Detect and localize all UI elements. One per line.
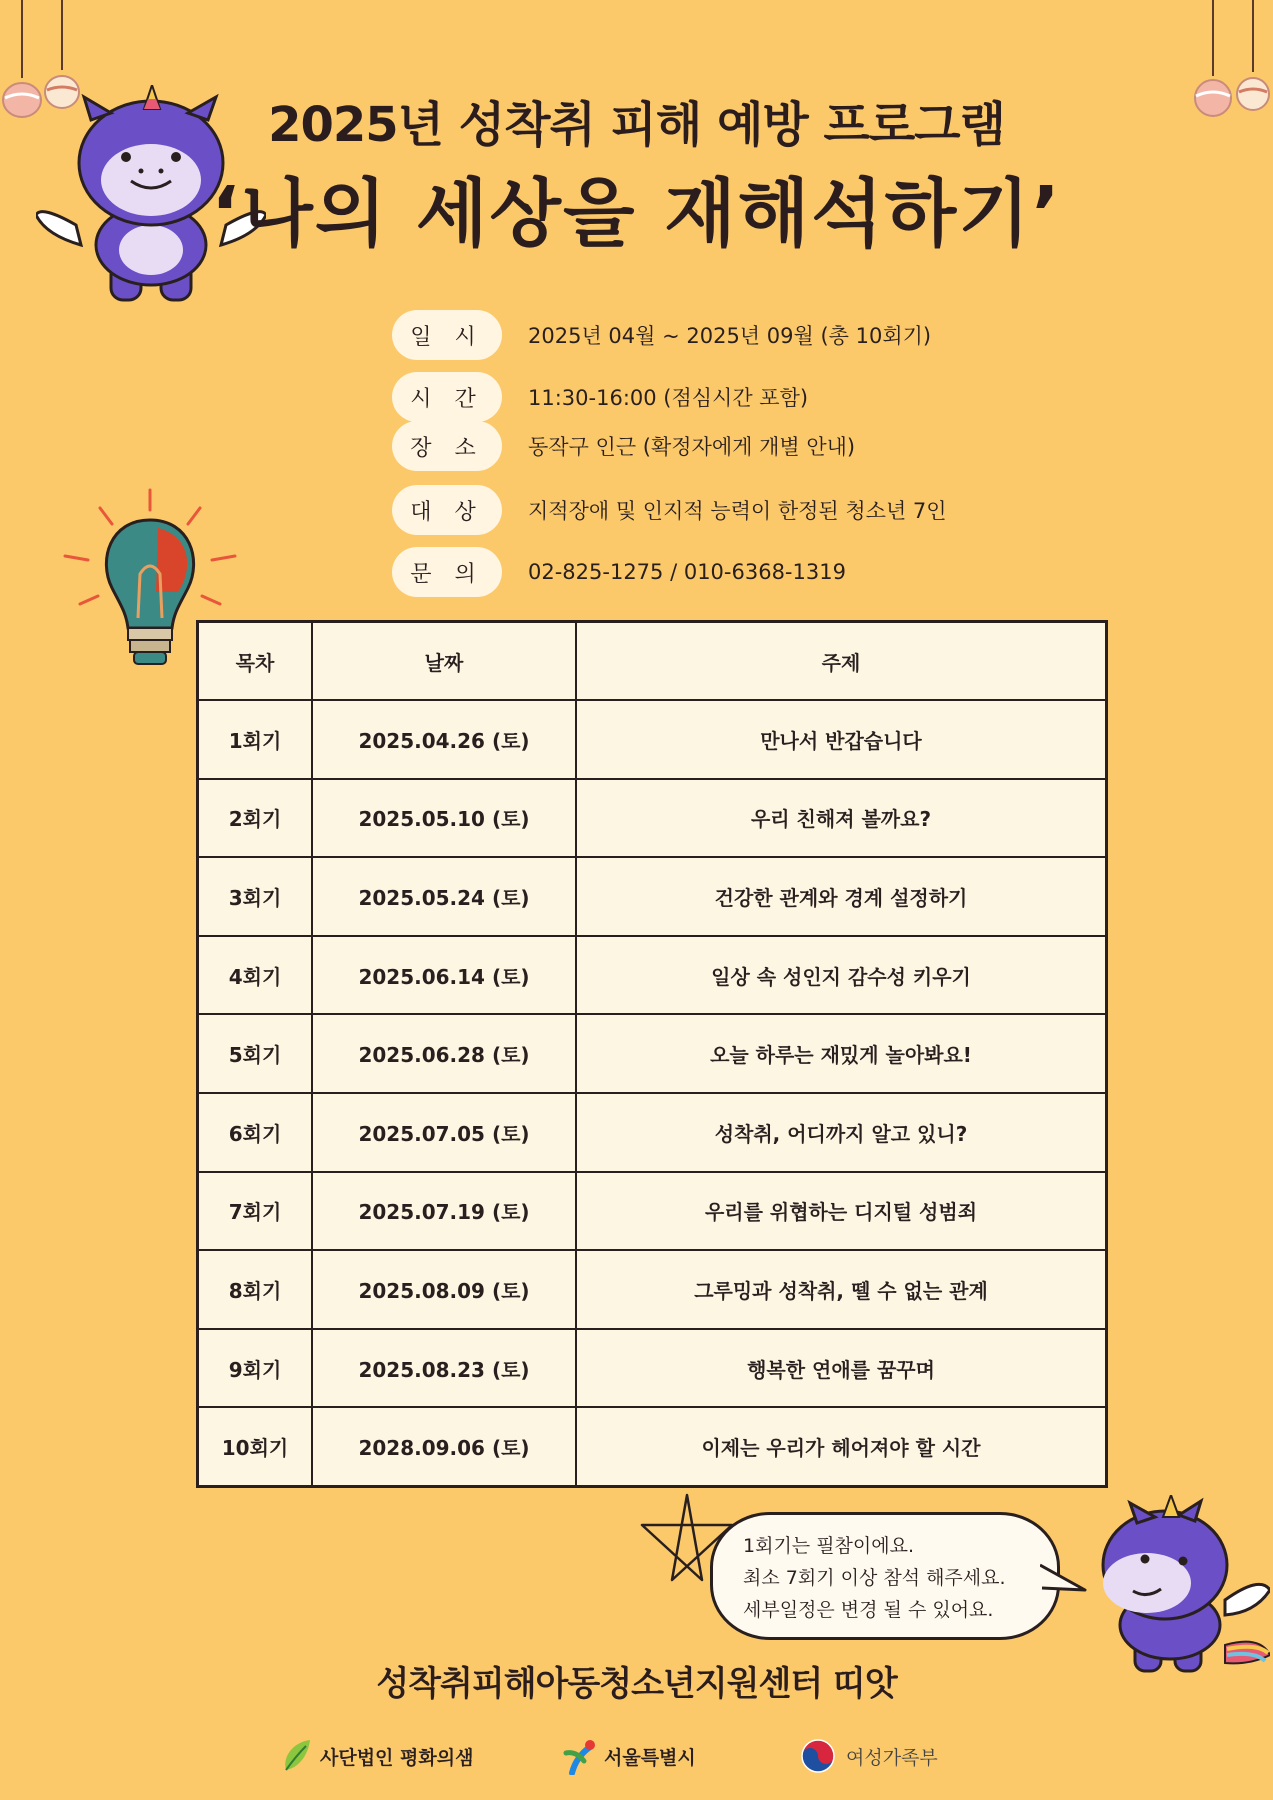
date-cell: 2025.04.26 (토) [312, 700, 576, 779]
session-cell: 2회기 [198, 779, 313, 858]
topic-cell: 성착취, 어디까지 알고 있니? [576, 1093, 1107, 1172]
session-cell: 10회기 [198, 1407, 313, 1486]
session-cell: 4회기 [198, 936, 313, 1015]
table-row [198, 700, 1107, 779]
info-row-date [392, 309, 931, 361]
date-cell: 2025.06.14 (토) [312, 936, 576, 1015]
session-cell: 1회기 [198, 700, 313, 779]
info-row-time [392, 371, 808, 423]
table-row [198, 936, 1107, 1015]
info-value: 11:30-16:00 (점심시간 포함) [528, 386, 809, 410]
sponsor-name: 사단법인 평화의샘 [320, 1746, 474, 1769]
table-header-row [198, 622, 1107, 701]
info-label: 시 간 [392, 372, 502, 422]
info-label: 문 의 [392, 547, 502, 597]
sponsor-peace-spring [280, 1736, 473, 1776]
session-cell: 5회기 [198, 1014, 313, 1093]
info-label: 대 상 [392, 485, 502, 535]
note-line: 최소 7회기 이상 참석 해주세요. [743, 1567, 1006, 1589]
table-row [198, 1172, 1107, 1251]
date-cell: 2028.09.06 (토) [312, 1407, 576, 1486]
info-row-place [392, 420, 855, 472]
topic-cell: 우리 친해져 볼까요? [576, 779, 1107, 858]
topic-cell: 만나서 반갑습니다 [576, 700, 1107, 779]
topic-cell: 일상 속 성인지 감수성 키우기 [576, 936, 1107, 1015]
sponsor-seoul [562, 1736, 696, 1776]
topic-cell: 이제는 우리가 헤어져야 할 시간 [576, 1407, 1107, 1486]
date-cell: 2025.08.09 (토) [312, 1250, 576, 1329]
note-line: 1회기는 필참이에요. [743, 1535, 914, 1557]
header-topic: 주제 [576, 622, 1107, 701]
unicorn-mascot-icon [1075, 1495, 1270, 1675]
table-row [198, 857, 1107, 936]
sponsor-name: 서울특별시 [604, 1746, 696, 1769]
table-row [198, 1093, 1107, 1172]
sponsor-name: 여성가족부 [846, 1746, 938, 1769]
date-cell: 2025.05.10 (토) [312, 779, 576, 858]
note-bubble [710, 1512, 1060, 1640]
sponsor-mogef [800, 1736, 938, 1776]
table-row [198, 779, 1107, 858]
info-value: 02-825-1275 / 010-6368-1319 [528, 560, 846, 584]
table-row [198, 1250, 1107, 1329]
date-cell: 2025.06.28 (토) [312, 1014, 576, 1093]
topic-cell: 그루밍과 성착취, 뗄 수 없는 관계 [576, 1250, 1107, 1329]
organization-name: 성착취피해아동청소년지원센터 띠앗 [376, 1664, 897, 1704]
session-cell: 3회기 [198, 857, 313, 936]
session-cell: 6회기 [198, 1093, 313, 1172]
session-cell: 8회기 [198, 1250, 313, 1329]
info-label: 일 시 [392, 310, 502, 360]
date-cell: 2025.05.24 (토) [312, 857, 576, 936]
header-session: 목차 [198, 622, 313, 701]
info-value: 2025년 04월 ~ 2025년 09월 (총 10회기) [528, 324, 932, 348]
date-cell: 2025.07.05 (토) [312, 1093, 576, 1172]
date-cell: 2025.08.23 (토) [312, 1329, 576, 1408]
info-value: 동작구 인근 (확정자에게 개별 안내) [528, 435, 856, 459]
table-row [198, 1407, 1107, 1486]
note-line: 세부일정은 변경 될 수 있어요. [743, 1599, 994, 1621]
topic-cell: 행복한 연애를 꿈꾸며 [576, 1329, 1107, 1408]
taegeuk-logo-icon [800, 1738, 836, 1774]
seoul-logo-icon [562, 1737, 600, 1775]
info-label: 장 소 [392, 421, 502, 471]
info-value: 지적장애 및 인지적 능력이 한정된 청소년 7인 [528, 499, 947, 523]
topic-cell: 우리를 위협하는 디지털 성범죄 [576, 1172, 1107, 1251]
title-line1: 2025년 성착취 피해 예방 프로그램 [268, 97, 1005, 153]
leaf-logo-icon [280, 1738, 314, 1774]
date-cell: 2025.07.19 (토) [312, 1172, 576, 1251]
header-date: 날짜 [312, 622, 576, 701]
session-cell: 9회기 [198, 1329, 313, 1408]
session-cell: 7회기 [198, 1172, 313, 1251]
title-line2: ‘나의 세상을 재해석하기’ [211, 171, 1062, 257]
topic-cell: 오늘 하루는 재밌게 놀아봐요! [576, 1014, 1107, 1093]
schedule-table [196, 620, 1108, 1488]
info-row-contact [392, 546, 846, 598]
table-row [198, 1014, 1107, 1093]
info-row-target [392, 484, 947, 536]
table-row [198, 1329, 1107, 1408]
topic-cell: 건강한 관계와 경계 설정하기 [576, 857, 1107, 936]
